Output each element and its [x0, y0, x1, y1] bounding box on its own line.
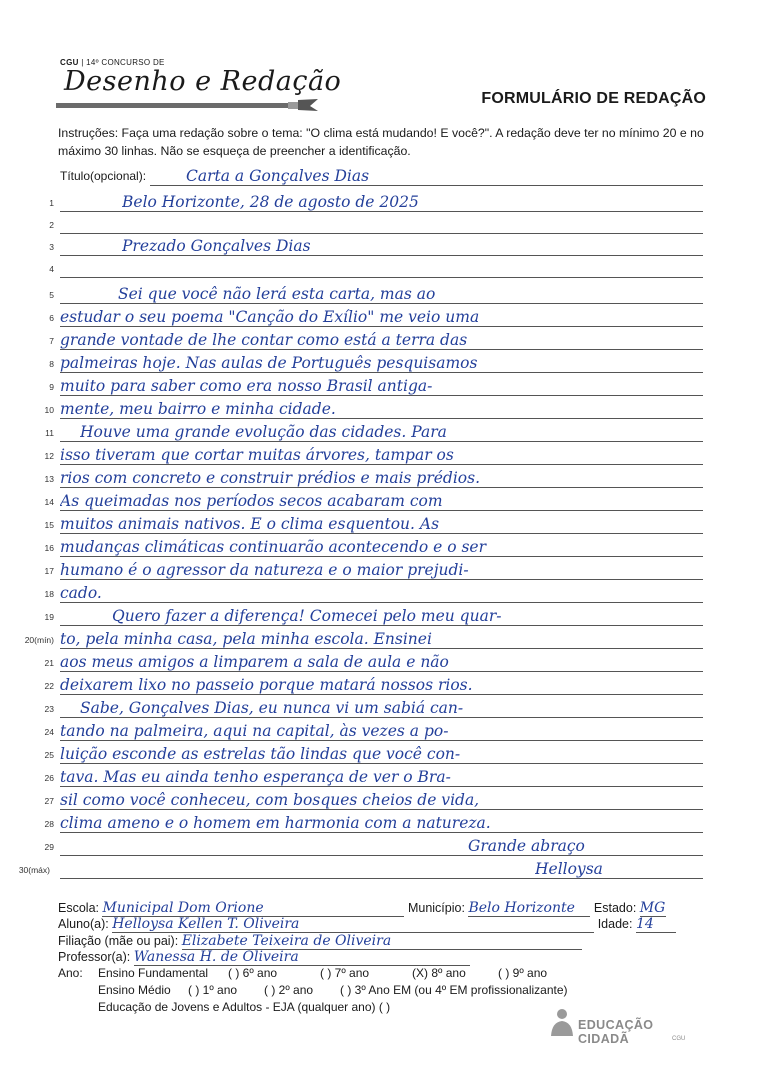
- line-rule: [60, 349, 703, 350]
- line-number: 27: [44, 796, 54, 806]
- line-number: 18: [44, 589, 54, 599]
- line-rule: [60, 510, 703, 511]
- state-value: MG: [639, 900, 666, 916]
- line-number: 13: [44, 474, 54, 484]
- essay-line[interactable]: [0, 742, 763, 764]
- essay-line[interactable]: [0, 489, 763, 511]
- form-title: FORMULÁRIO DE REDAÇÃO: [481, 90, 706, 107]
- city-label: Município:: [407, 901, 465, 915]
- eja-option[interactable]: Educação de Jovens e Adultos - EJA (qualquer ano) ( ): [98, 1000, 391, 1014]
- age-value: 14: [635, 916, 654, 932]
- fundamental-label: Ensino Fundamental: [98, 966, 209, 980]
- line-number: 9: [49, 382, 54, 392]
- essay-line[interactable]: [0, 535, 763, 557]
- essay-line[interactable]: [0, 351, 763, 373]
- line-rule: [60, 648, 703, 649]
- essay-line[interactable]: [0, 811, 763, 833]
- contest-subtitle: CGU | 14º CONCURSO DE: [60, 58, 165, 67]
- line-rule: [60, 832, 703, 833]
- line-text: grande vontade de lhe contar como está a terra das: [60, 331, 468, 349]
- line-rule: [60, 372, 703, 373]
- essay-line[interactable]: [0, 443, 763, 465]
- teacher-field[interactable]: [134, 949, 470, 966]
- option-8-ano[interactable]: (X) 8º ano: [412, 966, 466, 980]
- line-text: palmeiras hoje. Nas aulas de Português pesquisamos: [60, 354, 478, 372]
- line-number: 14: [44, 497, 54, 507]
- line-number: 24: [44, 727, 54, 737]
- essay-line[interactable]: [0, 627, 763, 649]
- teacher-row: [58, 949, 708, 966]
- instructions-text: Instruções: Faça uma redação sobre o tema: "O clima está mudando! E você?". A redação deve ter no mínimo 20 e no máximo 30 linhas. Não se esqueça de preencher a identificação.: [58, 126, 704, 158]
- essay-line[interactable]: [0, 696, 763, 718]
- line-text: clima ameno e o homem em harmonia com a natureza.: [60, 814, 491, 832]
- line-text: humano é o agressor da natureza e o maior prejudi-: [60, 561, 469, 579]
- essay-line[interactable]: [0, 765, 763, 787]
- essay-line[interactable]: [0, 466, 763, 488]
- school-label: Escola:: [58, 901, 99, 915]
- line-rule: [60, 602, 703, 603]
- essay-line[interactable]: [0, 374, 763, 396]
- essay-line[interactable]: [0, 256, 763, 278]
- student-label: Aluno(a):: [58, 917, 109, 931]
- line-text: estudar o seu poema "Canção do Exílio" me veio uma: [60, 308, 480, 326]
- state-label: Estado:: [593, 901, 637, 915]
- title-value: Carta a Gonçalves Dias: [186, 167, 370, 185]
- line-text: Grande abraço: [468, 837, 585, 855]
- line-rule: [60, 556, 703, 557]
- line-rule: [60, 625, 703, 626]
- line-text: aos meus amigos a limparem a sala de aula e não: [60, 653, 449, 671]
- essay-line[interactable]: [0, 857, 763, 879]
- line-number: 15: [44, 520, 54, 530]
- line-number: 23: [44, 704, 54, 714]
- school-field[interactable]: [102, 900, 404, 917]
- line-rule: [60, 441, 703, 442]
- line-text: Prezado Gonçalves Dias: [122, 237, 311, 255]
- essay-line[interactable]: [0, 212, 763, 234]
- essay-line[interactable]: [0, 788, 763, 810]
- essay-line[interactable]: [0, 558, 763, 580]
- essay-line[interactable]: [0, 512, 763, 534]
- line-text: tava. Mas eu ainda tenho esperança de ver o Bra-: [60, 768, 451, 786]
- student-field[interactable]: [112, 916, 594, 933]
- line-text: Houve uma grande evolução das cidades. Para: [80, 423, 447, 441]
- line-text: deixarem lixo no passeio porque matará nossos rios.: [60, 676, 473, 694]
- line-text: mente, meu bairro e minha cidade.: [60, 400, 336, 418]
- parent-value: Elizabete Teixeira de Oliveira: [181, 933, 392, 949]
- line-text: cado.: [60, 584, 102, 602]
- parent-field[interactable]: [182, 933, 582, 950]
- state-field[interactable]: [640, 900, 666, 917]
- line-rule: [60, 878, 703, 879]
- line-text: Helloysa: [535, 860, 603, 878]
- line-rule: [60, 855, 703, 856]
- contest-title: Desenho e Redação: [64, 66, 342, 97]
- essay-line[interactable]: [0, 650, 763, 672]
- essay-line[interactable]: [0, 673, 763, 695]
- option-9-ano[interactable]: ( ) 9º ano: [498, 966, 548, 980]
- line-number: 8: [49, 359, 54, 369]
- essay-line[interactable]: [0, 604, 763, 626]
- city-value: Belo Horizonte: [468, 900, 575, 916]
- line-number: 10: [44, 405, 54, 415]
- essay-line[interactable]: [0, 305, 763, 327]
- line-text: muitos animais nativos. E o clima esquentou. As: [60, 515, 440, 533]
- line-rule: [60, 740, 703, 741]
- line-text: Sabe, Gonçalves Dias, eu nunca vi um sabiá can-: [80, 699, 464, 717]
- line-rule: [60, 717, 703, 718]
- school-row: [58, 900, 708, 917]
- essay-line[interactable]: [0, 397, 763, 419]
- line-number: 2: [49, 220, 54, 230]
- essay-line[interactable]: [0, 328, 763, 350]
- line-number: 4: [49, 264, 54, 274]
- line-text: luição esconde as estrelas tão lindas que você con-: [60, 745, 461, 763]
- line-number: 26: [44, 773, 54, 783]
- essay-line[interactable]: [0, 719, 763, 741]
- line-number: 30(máx): [18, 865, 50, 875]
- line-text: mudanças climáticas continuarão acontecendo e o ser: [60, 538, 487, 556]
- line-rule: [60, 671, 703, 672]
- line-number: 5: [49, 290, 54, 300]
- line-rule: [60, 487, 703, 488]
- option-6-ano[interactable]: ( ) 6º ano: [228, 966, 278, 980]
- line-rule: [60, 579, 703, 580]
- citizen-logo-icon: [548, 1006, 576, 1038]
- line-text: to, pela minha casa, pela minha escola. Ensinei: [60, 630, 432, 648]
- logo-sub: CGU: [672, 1036, 686, 1042]
- line-rule: [60, 763, 703, 764]
- teacher-label: Professor(a):: [58, 950, 131, 964]
- essay-line[interactable]: [0, 282, 763, 304]
- line-rule: [60, 694, 703, 695]
- line-rule: [60, 533, 703, 534]
- line-number: 17: [44, 566, 54, 576]
- line-text: rios com concreto e construir prédios e mais prédios.: [60, 469, 480, 487]
- essay-line[interactable]: [0, 190, 763, 212]
- line-number: 21: [44, 658, 54, 668]
- line-number: 7: [49, 336, 54, 346]
- line-rule: [60, 809, 703, 810]
- line-text: Sei que você não lerá esta carta, mas ao: [118, 285, 436, 303]
- line-number: 22: [44, 681, 54, 691]
- line-text: sil como você conheceu, com bosques cheios de vida,: [60, 791, 480, 809]
- option-2-ano[interactable]: ( ) 2º ano: [264, 983, 314, 997]
- parent-row: [58, 933, 708, 950]
- city-field[interactable]: [468, 900, 590, 917]
- line-text: Belo Horizonte, 28 de agosto de 2025: [122, 193, 419, 211]
- age-label: Idade:: [597, 917, 633, 931]
- essay-line[interactable]: [0, 581, 763, 603]
- essay-line[interactable]: [0, 834, 763, 856]
- line-text: Quero fazer a diferença! Comecei pelo meu quar-: [112, 607, 502, 625]
- line-rule: [60, 277, 703, 278]
- line-number: 3: [49, 242, 54, 252]
- age-field[interactable]: [636, 916, 676, 933]
- student-row: [58, 916, 708, 933]
- teacher-value: Wanessa H. de Oliveira: [133, 949, 299, 965]
- line-text: As queimadas nos períodos secos acabaram com: [60, 492, 443, 510]
- medio-label: Ensino Médio: [98, 983, 171, 997]
- option-1-ano[interactable]: ( ) 1º ano: [188, 983, 238, 997]
- line-rule: [60, 464, 703, 465]
- line-number: 16: [44, 543, 54, 553]
- line-number: 6: [49, 313, 54, 323]
- option-7-ano[interactable]: ( ) 7º ano: [320, 966, 370, 980]
- line-number: 20(mín): [24, 635, 54, 645]
- line-rule: [60, 326, 703, 327]
- line-number: 28: [44, 819, 54, 829]
- line-number: 1: [49, 198, 54, 208]
- line-text: isso tiveram que cortar muitas árvores, tampar os: [60, 446, 454, 464]
- line-rule: [60, 303, 703, 304]
- line-number: 19: [44, 612, 54, 622]
- line-rule: [60, 418, 703, 419]
- school-value: Municipal Dom Orione: [102, 900, 264, 916]
- essay-line[interactable]: [0, 234, 763, 256]
- parent-label: Filiação (mãe ou pai):: [58, 934, 179, 948]
- essay-line[interactable]: [0, 420, 763, 442]
- option-3-ano[interactable]: ( ) 3º Ano EM (ou 4º EM profissionalizante): [340, 983, 568, 997]
- educacao-cidada-logo: [548, 1006, 708, 1046]
- line-number: 29: [44, 842, 54, 852]
- logo-text: EDUCAÇÃO CIDADÃ: [578, 1018, 654, 1046]
- title-label: Título(opcional):: [60, 169, 147, 183]
- line-number: 12: [44, 451, 54, 461]
- line-text: muito para saber como era nosso Brasil antiga-: [60, 377, 433, 395]
- ano-label: Ano:: [58, 966, 83, 980]
- line-rule: [60, 395, 703, 396]
- line-number: 11: [45, 428, 54, 438]
- line-number: 25: [44, 750, 54, 760]
- student-value: Helloysa Kellen T. Oliveira: [112, 916, 300, 932]
- line-text: tando na palmeira, aqui na capital, às vezes a po-: [60, 722, 449, 740]
- line-rule: [60, 786, 703, 787]
